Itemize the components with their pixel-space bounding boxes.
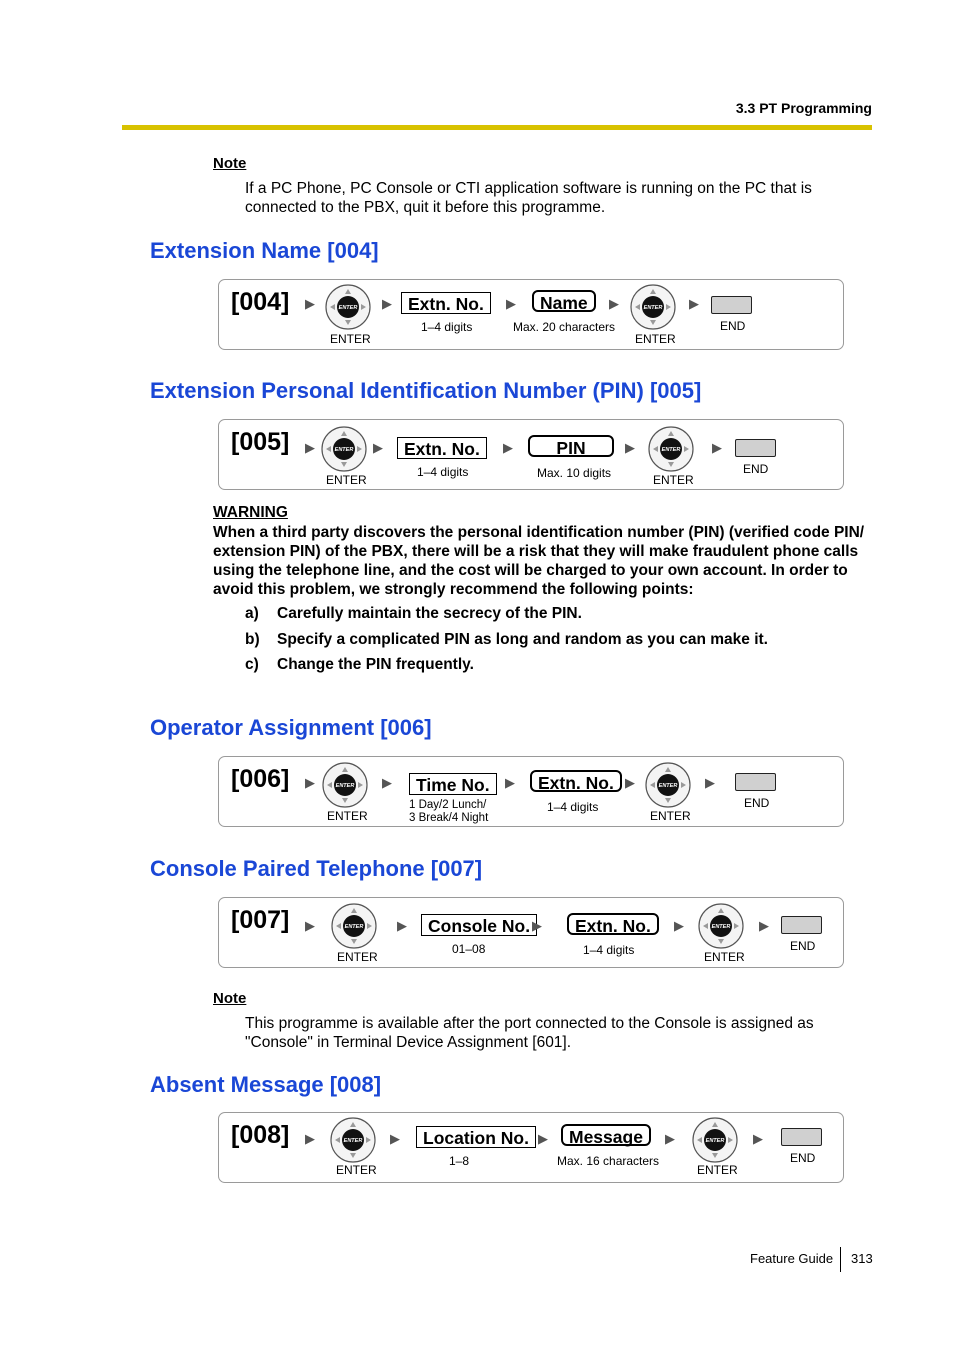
enter-navigator-icon — [331, 903, 377, 954]
end-key-icon — [735, 773, 776, 791]
program-code: [007] — [231, 906, 290, 934]
key-range: 1–8 — [449, 1154, 470, 1168]
svg-text:ENTER: ENTER — [335, 783, 355, 789]
play-arrow-icon: ▶ — [625, 440, 635, 455]
play-arrow-icon: ▶ — [609, 296, 619, 311]
key-range: 01–08 — [452, 942, 486, 956]
key-range: Max. 10 digits — [537, 466, 612, 480]
warning-text: When a third party discovers the personal identification number (PIN) (verified code PIN/ extension PIN) of the PBX, there will be a risk that they will make fraudulent phone calls using the telephone line, and the cost will be charged to your own account. In order to avoid this problem, we strongly recommend the following points: — [213, 524, 865, 598]
enter-label: ENTER — [336, 1163, 377, 1177]
enter-label: ENTER — [635, 332, 676, 346]
extn-no-key: Extn. No. — [530, 770, 622, 792]
extn-no-key: Extn. No. — [397, 437, 487, 459]
section-heading-008: Absent Message [008] — [150, 1072, 382, 1097]
play-arrow-icon: ▶ — [373, 440, 383, 455]
play-arrow-icon: ▶ — [759, 918, 769, 933]
warning-label: WARNING — [213, 504, 288, 521]
play-arrow-icon: ▶ — [390, 1131, 400, 1146]
play-arrow-icon: ▶ — [532, 918, 542, 933]
play-arrow-icon: ▶ — [538, 1131, 548, 1146]
play-arrow-icon: ▶ — [382, 775, 392, 790]
end-key-icon — [711, 296, 752, 314]
enter-label: ENTER — [326, 473, 367, 487]
end-key-icon — [781, 916, 822, 934]
end-label: END — [790, 939, 816, 953]
play-arrow-icon: ▶ — [305, 775, 315, 790]
enter-navigator-icon — [322, 762, 368, 813]
header-rule — [122, 125, 872, 130]
key-range: Max. 16 characters — [557, 1154, 660, 1168]
play-arrow-icon: ▶ — [305, 296, 315, 311]
enter-navigator-icon — [692, 1117, 738, 1168]
enter-label: ENTER — [704, 950, 745, 964]
svg-text:ENTER: ENTER — [705, 1138, 725, 1144]
section-heading-006: Operator Assignment [006] — [150, 715, 432, 740]
end-key-icon — [781, 1128, 822, 1146]
console-no-key: Console No. — [421, 914, 537, 936]
extn-no-key: Extn. No. — [401, 292, 491, 314]
key-range: 1–4 digits — [547, 800, 599, 814]
note-text: This programme is available after the port connected to the Console is assigned as "Console" in Terminal Device Assignment [601]. — [245, 1015, 814, 1051]
svg-text:ENTER: ENTER — [658, 783, 678, 789]
section-heading-004: Extension Name [004] — [150, 238, 379, 263]
extn-no-key: Extn. No. — [567, 913, 659, 935]
enter-navigator-icon — [645, 762, 691, 813]
procedure-panel-006 — [218, 756, 844, 827]
list-item: Carefully maintain the secrecy of the PIN. — [277, 605, 582, 622]
enter-navigator-icon — [330, 1117, 376, 1168]
play-arrow-icon: ▶ — [503, 440, 513, 455]
name-key: Name — [532, 290, 596, 312]
play-arrow-icon: ▶ — [505, 775, 515, 790]
enter-label: ENTER — [697, 1163, 738, 1177]
enter-label: ENTER — [327, 809, 368, 823]
play-arrow-icon: ▶ — [506, 296, 516, 311]
program-code: [006] — [231, 765, 290, 793]
enter-label: ENTER — [653, 473, 694, 487]
play-arrow-icon: ▶ — [674, 918, 684, 933]
note-text: If a PC Phone, PC Console or CTI application software is running on the PC that is connected to the PBX, quit it before this programme. — [245, 180, 812, 216]
play-arrow-icon: ▶ — [753, 1131, 763, 1146]
play-arrow-icon: ▶ — [397, 918, 407, 933]
enter-label: ENTER — [337, 950, 378, 964]
pin-key: PIN — [528, 435, 614, 457]
procedure-panel-004 — [218, 279, 844, 350]
play-arrow-icon: ▶ — [705, 775, 715, 790]
procedure-panel-008 — [218, 1112, 844, 1183]
footer-guide-name: Feature Guide — [750, 1251, 834, 1266]
key-range: 1–4 digits — [417, 465, 469, 479]
enter-navigator-icon — [321, 426, 367, 477]
svg-text:ENTER: ENTER — [334, 447, 354, 453]
enter-navigator-icon — [698, 903, 744, 954]
list-item: Change the PIN frequently. — [277, 656, 474, 673]
program-code: [005] — [231, 428, 290, 456]
enter-navigator-icon — [630, 284, 676, 335]
end-key-icon — [735, 439, 776, 457]
svg-text:ENTER: ENTER — [661, 447, 681, 453]
location-no-key: Location No. — [416, 1126, 536, 1148]
section-reference: 3.3 PT Programming — [735, 100, 872, 116]
list-marker: c) — [245, 656, 259, 673]
svg-text:ENTER: ENTER — [643, 305, 663, 311]
footer-divider — [840, 1247, 841, 1272]
note-label: Note — [213, 155, 247, 172]
procedure-panel-007 — [218, 897, 844, 968]
svg-text:ENTER: ENTER — [711, 924, 731, 930]
list-marker: b) — [245, 631, 260, 648]
key-range: 1 Day/2 Lunch/ — [409, 799, 487, 811]
play-arrow-icon: ▶ — [382, 296, 392, 311]
note-label: Note — [213, 990, 247, 1007]
play-arrow-icon: ▶ — [305, 918, 315, 933]
svg-text:ENTER: ENTER — [338, 305, 358, 311]
enter-label: ENTER — [650, 809, 691, 823]
key-range: Max. 20 characters — [513, 320, 616, 334]
end-label: END — [744, 796, 770, 810]
enter-navigator-icon — [648, 426, 694, 477]
play-arrow-icon: ▶ — [625, 775, 635, 790]
play-arrow-icon: ▶ — [689, 296, 699, 311]
key-range: 1–4 digits — [583, 943, 635, 957]
play-arrow-icon: ▶ — [305, 1131, 315, 1146]
section-heading-005: Extension Personal Identification Number (PIN) [005] — [150, 378, 702, 403]
time-no-key: Time No. — [409, 773, 497, 795]
play-arrow-icon: ▶ — [712, 440, 722, 455]
svg-text:ENTER: ENTER — [344, 924, 364, 930]
program-code: [008] — [231, 1121, 290, 1149]
message-key: Message — [561, 1124, 651, 1146]
play-arrow-icon: ▶ — [305, 440, 315, 455]
enter-navigator-icon — [325, 284, 371, 335]
end-label: END — [790, 1151, 816, 1165]
list-item: Specify a complicated PIN as long and random as you can make it. — [277, 631, 768, 648]
key-range: 1–4 digits — [421, 320, 473, 334]
end-label: END — [720, 319, 746, 333]
play-arrow-icon: ▶ — [665, 1131, 675, 1146]
list-marker: a) — [245, 605, 259, 622]
svg-text:ENTER: ENTER — [343, 1138, 363, 1144]
enter-label: ENTER — [330, 332, 371, 346]
page-number: 313 — [851, 1251, 873, 1266]
end-label: END — [743, 462, 769, 476]
section-heading-007: Console Paired Telephone [007] — [150, 856, 483, 881]
procedure-panel-005 — [218, 419, 844, 490]
key-range: 3 Break/4 Night — [409, 812, 489, 824]
program-code: [004] — [231, 288, 290, 316]
